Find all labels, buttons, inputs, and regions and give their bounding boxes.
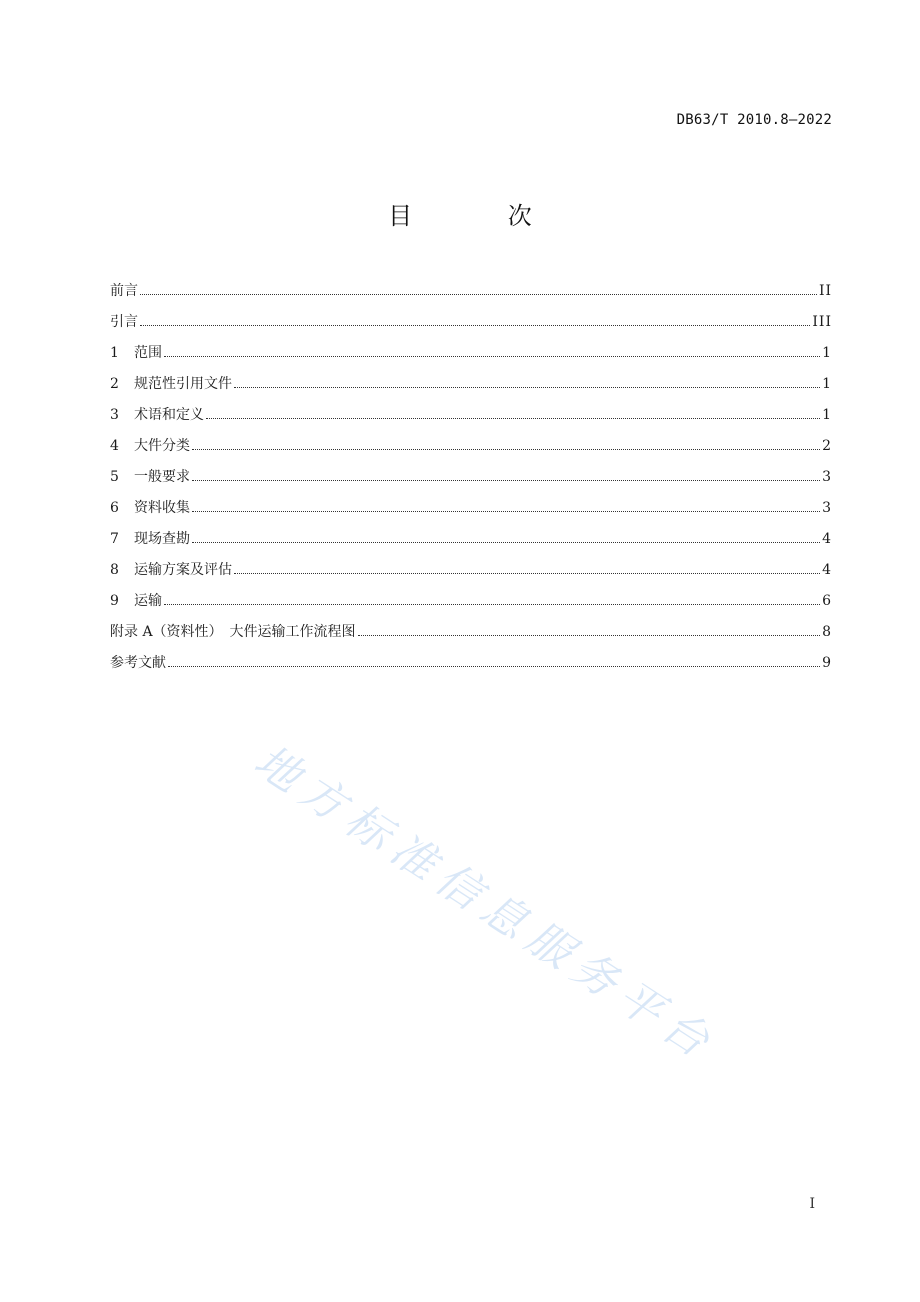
toc-entry-text: 运输方案及评估 bbox=[134, 562, 232, 578]
toc-entry-number: 2 bbox=[110, 376, 119, 392]
toc-entry-number: 8 bbox=[110, 562, 119, 578]
toc-entry-1[interactable] bbox=[110, 341, 832, 372]
toc-entry-page: 4 bbox=[822, 531, 832, 547]
toc-entry-introduction[interactable] bbox=[110, 310, 832, 341]
toc-entry-text: 规范性引用文件 bbox=[134, 376, 232, 392]
toc-leader-dots bbox=[164, 355, 820, 357]
toc-leader-dots bbox=[192, 448, 820, 450]
toc-leader-dots bbox=[234, 572, 820, 574]
toc-leader-dots bbox=[168, 665, 820, 667]
toc-leader-dots bbox=[192, 479, 820, 481]
toc-entry-page: 9 bbox=[822, 655, 832, 671]
toc-entry-text: 一般要求 bbox=[134, 469, 190, 485]
toc-leader-dots bbox=[206, 417, 820, 419]
toc-entry-text: 参考文献 bbox=[110, 655, 166, 671]
toc-entry-text: 资料收集 bbox=[134, 500, 190, 516]
toc-entry-8[interactable] bbox=[110, 558, 832, 589]
toc-entry-page: 6 bbox=[822, 593, 832, 609]
toc-entry-4[interactable] bbox=[110, 434, 832, 465]
table-of-contents bbox=[110, 279, 832, 682]
toc-entry-appendix-a[interactable] bbox=[110, 620, 832, 651]
toc-entry-number: 6 bbox=[110, 500, 119, 516]
page-title: 目 次 bbox=[388, 202, 576, 230]
toc-leader-dots bbox=[140, 324, 810, 326]
toc-entry-page: 1 bbox=[822, 345, 832, 361]
page-number: I bbox=[809, 1196, 815, 1212]
toc-entry-foreword[interactable] bbox=[110, 279, 832, 310]
toc-entry-page: 1 bbox=[822, 376, 832, 392]
toc-entry-page: 4 bbox=[822, 562, 832, 578]
watermark: 地方标准信息服务平台 bbox=[245, 735, 726, 1073]
toc-entry-text: 引言 bbox=[110, 314, 138, 330]
toc-leader-dots bbox=[234, 386, 820, 388]
toc-entry-3[interactable] bbox=[110, 403, 832, 434]
toc-entry-text: 附录 A（资料性） 大件运输工作流程图 bbox=[110, 624, 356, 640]
toc-entry-number: 4 bbox=[110, 438, 119, 454]
toc-entry-7[interactable] bbox=[110, 527, 832, 558]
toc-entry-6[interactable] bbox=[110, 496, 832, 527]
toc-entry-text: 大件分类 bbox=[134, 438, 190, 454]
toc-entry-text: 术语和定义 bbox=[134, 407, 204, 423]
toc-entry-text: 现场查勘 bbox=[134, 531, 190, 547]
toc-leader-dots bbox=[192, 510, 820, 512]
toc-entry-page: II bbox=[818, 283, 832, 299]
toc-entry-number: 9 bbox=[110, 593, 119, 609]
toc-entry-page: 3 bbox=[822, 469, 832, 485]
toc-entry-page: 2 bbox=[822, 438, 832, 454]
toc-leader-dots bbox=[358, 634, 821, 636]
toc-entry-9[interactable] bbox=[110, 589, 832, 620]
toc-entry-page: III bbox=[812, 314, 832, 330]
toc-entry-references[interactable] bbox=[110, 651, 832, 682]
toc-leader-dots bbox=[164, 603, 820, 605]
toc-entry-number: 3 bbox=[110, 407, 119, 423]
toc-entry-page: 1 bbox=[822, 407, 832, 423]
toc-entry-number: 7 bbox=[110, 531, 119, 547]
toc-entry-text: 范围 bbox=[134, 345, 162, 361]
toc-leader-dots bbox=[140, 293, 817, 295]
toc-leader-dots bbox=[192, 541, 820, 543]
toc-entry-text: 运输 bbox=[134, 593, 162, 609]
toc-entry-5[interactable] bbox=[110, 465, 832, 496]
document-code: DB63/T 2010.8—2022 bbox=[676, 112, 832, 128]
toc-entry-page: 3 bbox=[822, 500, 832, 516]
toc-entry-text: 前言 bbox=[110, 283, 138, 299]
toc-entry-page: 8 bbox=[822, 624, 832, 640]
toc-entry-number: 5 bbox=[110, 469, 119, 485]
toc-entry-2[interactable] bbox=[110, 372, 832, 403]
toc-entry-number: 1 bbox=[110, 345, 119, 361]
